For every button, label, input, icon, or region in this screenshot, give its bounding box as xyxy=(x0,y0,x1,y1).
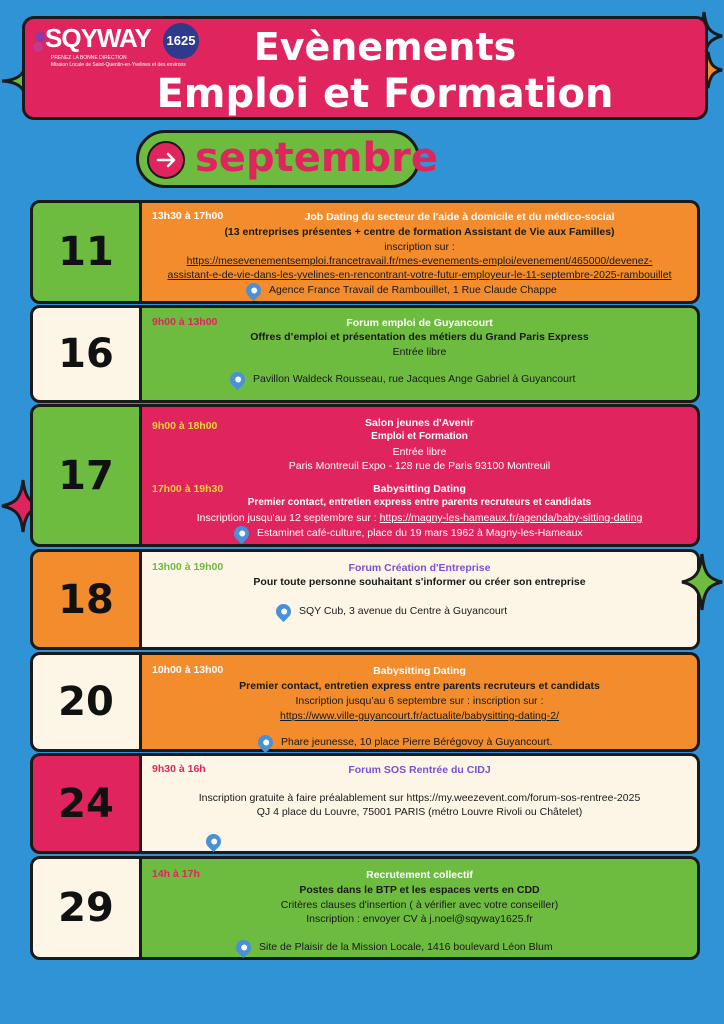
event-subtitle: Offres d’emploi et présentation des métiers du Grand Paris Express xyxy=(250,331,589,343)
page-title-line1: Evènements xyxy=(253,25,517,69)
event-title: Babysitting Dating xyxy=(373,665,466,677)
registration-text: Inscription jusqu'au 12 septembre sur : xyxy=(196,512,377,524)
day-number: 18 xyxy=(58,576,114,623)
event-details xyxy=(142,652,700,752)
event-subtitle: (13 entreprises présentes + centre de formation Assistant de Vie aux Familles) xyxy=(224,226,615,238)
event-link[interactable]: https://magny-les-hameaux.fr/agenda/baby-sitting-dating xyxy=(379,512,643,524)
day-box xyxy=(30,856,142,960)
event-title: Recrutement collectif xyxy=(366,869,473,881)
day-box xyxy=(30,652,142,752)
event-location xyxy=(246,282,557,298)
day-number: 11 xyxy=(58,229,114,275)
location-pin-icon xyxy=(255,732,276,753)
event-title: Salon jeunes d'Avenir xyxy=(365,417,474,429)
event-row-24 xyxy=(30,753,700,854)
event-info: inscription sur : xyxy=(384,241,455,253)
header-banner xyxy=(22,16,708,120)
location-text: SQY Cub, 3 avenue du Centre à Guyancourt xyxy=(299,605,508,617)
event-title: Forum emploi de Guyancourt xyxy=(346,317,493,329)
event-row-17 xyxy=(30,404,700,547)
day-number: 16 xyxy=(58,331,114,377)
logo-badge: 1625 xyxy=(163,23,199,59)
event-title: Babysitting Dating xyxy=(373,483,466,495)
day-box xyxy=(30,753,142,854)
event-location xyxy=(230,371,575,387)
day-number: 17 xyxy=(58,452,114,499)
event-time: 13h30 à 17h00 xyxy=(152,210,224,222)
event-details xyxy=(142,404,700,547)
day-number: 24 xyxy=(58,780,114,827)
event-time: 14h à 17h xyxy=(152,868,200,880)
event-location xyxy=(234,525,583,541)
location-pin-icon xyxy=(227,369,248,390)
event-link[interactable]: assistant-e-de-vie-dans-les-yvelines-en-rencontrant-votre-futur-employeur-le-11-septembre-2025-rambouillet xyxy=(167,269,672,281)
event-details xyxy=(142,549,700,650)
event-row-20 xyxy=(30,652,700,752)
event-subtitle: Emploi et Formation xyxy=(371,431,468,442)
event-subtitle: Premier contact, entretien express entre parents recruteurs et candidats xyxy=(247,497,592,508)
event-time: 9h30 à 16h xyxy=(152,763,206,775)
event-info: Critères clauses d'insertion ( à vérifier avec votre conseiller) xyxy=(280,899,559,911)
event-link[interactable]: https://www.ville-guyancourt.fr/actualite/babysitting-dating-2/ xyxy=(280,710,559,722)
sparkle-star-icon xyxy=(680,552,724,612)
location-pin-icon xyxy=(203,831,224,852)
day-box xyxy=(30,305,142,403)
page-title-line2: Emploi et Formation xyxy=(156,71,614,117)
event-row-16 xyxy=(30,305,700,403)
location-text: Phare jeunesse, 10 place Pierre Bérégovoy à Guyancourt. xyxy=(281,736,553,748)
event-row-11 xyxy=(30,200,700,304)
month-label: septembre xyxy=(195,135,438,181)
event-details xyxy=(142,200,700,304)
event-info xyxy=(142,511,697,525)
location-text: Agence France Travail de Rambouillet, 1 Rue Claude Chappe xyxy=(269,284,557,296)
location-pin-icon xyxy=(233,937,254,958)
event-location xyxy=(276,603,507,619)
event-subtitle: Pour toute personne souhaitant s'informer ou créer son entreprise xyxy=(253,576,586,588)
location-pin-icon xyxy=(273,601,294,622)
event-info: Inscription : envoyer CV à j.noel@sqyway1625.fr xyxy=(306,913,533,925)
logo-tagline: PRENEZ LA BONNE DIRECTION xyxy=(51,55,127,61)
event-location xyxy=(206,833,229,849)
event-details xyxy=(142,856,700,960)
event-info: Inscription gratuite à faire préalablement sur https://my.weezevent.com/forum-sos-rentree-2025 xyxy=(198,792,641,804)
location-pin-icon xyxy=(243,280,264,301)
day-box xyxy=(30,549,142,650)
logo-subtitle: Mission Locale de Saint-Quentin-en-Yvelines et des environs xyxy=(51,62,186,68)
event-time: 13h00 à 19h00 xyxy=(152,561,224,573)
event-details xyxy=(142,753,700,854)
event-info: Entrée libre xyxy=(392,446,447,458)
location-text: Site de Plaisir de la Mission Locale, 1416 boulevard Léon Blum xyxy=(259,941,553,953)
event-time: 9h00 à 13h00 xyxy=(152,316,218,328)
day-number: 29 xyxy=(58,885,114,931)
location-text: Pavillon Waldeck Rousseau, rue Jacques Ange Gabriel à Guyancourt xyxy=(253,373,576,385)
event-location xyxy=(236,939,553,955)
event-row-29 xyxy=(30,856,700,960)
event-row-18 xyxy=(30,549,700,650)
month-pill xyxy=(136,130,438,188)
day-box xyxy=(30,404,142,547)
event-title: Forum SOS Rentrée du CIDJ xyxy=(348,764,491,776)
event-info: Entrée libre xyxy=(392,346,447,358)
day-number: 20 xyxy=(58,679,114,725)
event-time: 9h00 à 18h00 xyxy=(152,420,218,432)
event-time: 17h00 à 19h30 xyxy=(152,483,224,495)
event-subtitle: Premier contact, entretien express entre parents recruteurs et candidats xyxy=(239,680,600,692)
event-link[interactable]: https://mesevenementsemploi.francetravail.fr/mes-evenements-emploi/evenement/465000/devenez- xyxy=(186,255,653,267)
event-info: QJ 4 place du Louvre, 75001 PARIS (métro Louvre Rivoli ou Châtelet) xyxy=(256,806,583,818)
event-time: 10h00 à 13h00 xyxy=(152,664,224,676)
day-box xyxy=(30,200,142,304)
event-subtitle: Postes dans le BTP et les espaces verts en CDD xyxy=(299,884,540,896)
event-title: Job Dating du secteur de l'aide à domicile et du médico-social xyxy=(304,211,615,223)
event-place: Paris Montreuil Expo - 128 rue de Paris 93100 Montreuil xyxy=(288,460,551,472)
event-details xyxy=(142,305,700,403)
event-title: Forum Création d'Entreprise xyxy=(348,562,491,574)
arrow-right-icon xyxy=(147,141,185,179)
location-text: Estaminet café-culture, place du 19 mars 1962 à Magny-les-Hameaux xyxy=(257,527,583,539)
event-location xyxy=(258,734,552,750)
logo-brand: SQYWAY xyxy=(45,23,151,53)
location-pin-icon xyxy=(231,523,252,544)
event-info: Inscription jusqu’au 6 septembre sur : inscription sur : xyxy=(295,695,544,707)
